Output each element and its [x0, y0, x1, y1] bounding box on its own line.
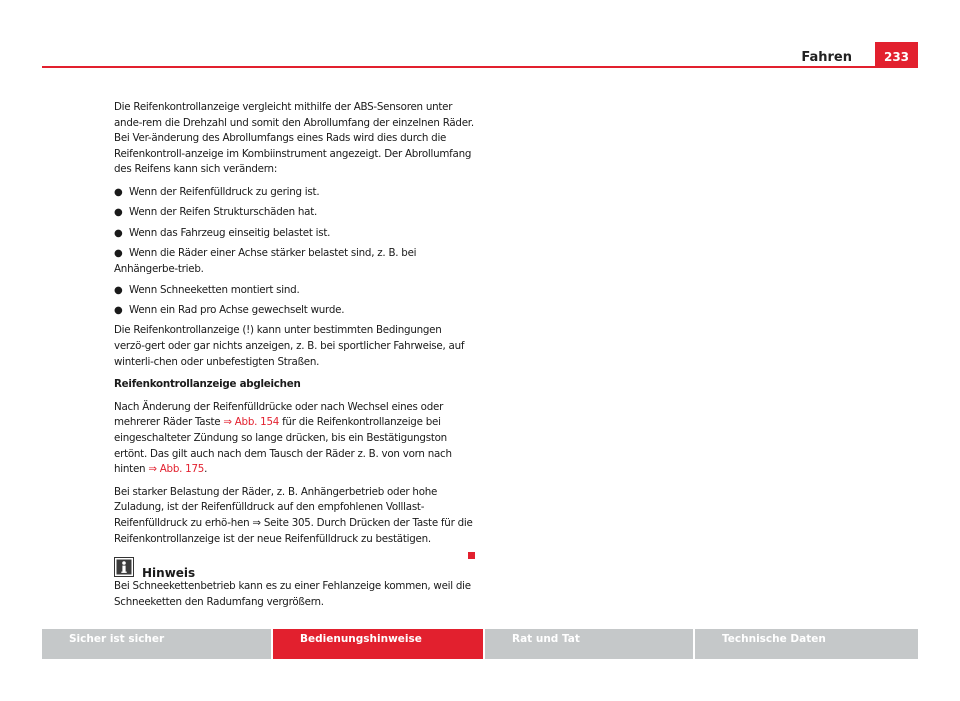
bullet-icon: ● — [114, 227, 123, 239]
cause-bullet-list — [114, 185, 474, 319]
bullet-icon: ● — [114, 186, 123, 198]
list-item: ● Wenn Schneeketten montiert sind. — [114, 283, 474, 299]
list-item: ● Wenn der Reifenfülldruck zu gering ist. — [114, 185, 474, 201]
note-title: Hinweis — [142, 565, 196, 580]
figure-154-link[interactable]: ⇒ Abb. 154 — [223, 416, 280, 429]
running-header-title: Fahren — [801, 50, 852, 65]
list-item: ● Wenn das Fahrzeug einseitig belastet ist. — [114, 226, 474, 242]
bullet-icon: ● — [114, 207, 123, 219]
section-end-marker — [468, 552, 475, 559]
calibration-paragraph: Nach Änderung der Reifenfülldrücke oder nach Wechsel eines oder mehrerer Räder Taste ⇒ Abb. 154 für die Reifenkontrollanzeige bei eingeschalteter Zündung so lange drücken, bis ein Bestätigungston ertönt. Das gilt auch nach dem Tausch der Räder z. B. von vorn nach hinten ⇒ Abb. 175. — [114, 400, 452, 476]
bullet-icon: ● — [114, 248, 123, 260]
info-i-icon — [114, 557, 134, 577]
delay-paragraph: Die Reifenkontrollanzeige (!) kann unter bestimmten Bedingungen verzö-gert oder gar nichts anzeigen, z. B. bei sportlicher Fahrweise, auf winterli-chen oder unbefestigten Straßen. — [114, 324, 465, 368]
list-item: ● Wenn der Reifen Strukturschäden hat. — [114, 205, 474, 221]
main-content — [114, 100, 474, 617]
footer-tab-rat-und-tat[interactable]: Rat und Tat — [485, 629, 693, 659]
list-item: ● Wenn die Räder einer Achse stärker belastet sind, z. B. bei Anhängerbe-trieb. — [114, 247, 417, 276]
footer-tab-technische-daten[interactable]: Technische Daten — [695, 629, 918, 659]
section-subheading: Reifenkontrollanzeige abgleichen — [114, 378, 301, 391]
bullet-icon: ● — [114, 284, 123, 296]
header-rule — [42, 66, 918, 68]
figure-175-link[interactable]: ⇒ Abb. 175 — [148, 463, 205, 476]
footer-tab-sicher-ist-sicher[interactable]: Sicher ist sicher — [42, 629, 271, 659]
load-paragraph: Bei starker Belastung der Räder, z. B. Anhängerbetrieb oder hohe Zuladung, ist der Reifenfülldruck auf den empfohlenen Volllast-Reifenfülldruck zu erhö-hen ⇒ Seite 305. Durch Drücken der Taste für die Reifenkontrollanzeige ist der neue Reifenfülldruck zu bestätigen. — [114, 485, 473, 545]
footer-tab-bedienungshinweise[interactable]: Bedienungshinweise — [273, 629, 483, 659]
intro-paragraph: Die Reifenkontrollanzeige vergleicht mithilfe der ABS-Sensoren unter ande-rem die Drehzahl und somit den Abrollumfang der einzelnen Räder. Bei Ver-änderung des Abrollumfangs eines Rads wird dies durch die Reifenkontroll-anzeige im Kombiinstrument angezeigt. Der Abrollumfang des Reifens kann sich verändern: — [114, 101, 474, 176]
note-text: Bei Schneekettenbetrieb kann es zu einer Fehlanzeige kommen, weil die Schneeketten den Radumfang vergrößern. — [114, 580, 471, 608]
bullet-icon: ● — [114, 304, 123, 316]
list-item: ● Wenn ein Rad pro Achse gewechselt wurde. — [114, 303, 474, 319]
note-header — [114, 557, 474, 580]
page-number-badge: 233 — [875, 42, 918, 68]
